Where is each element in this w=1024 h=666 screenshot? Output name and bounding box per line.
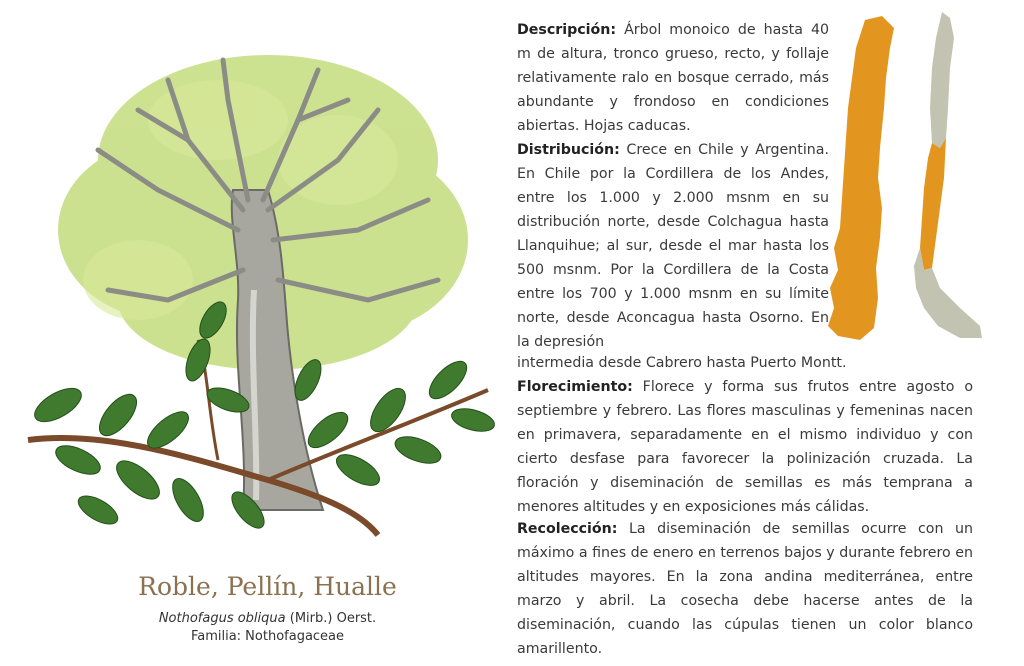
distribution-paragraph bbox=[517, 138, 829, 354]
scientific-name-line bbox=[0, 611, 535, 626]
map-distribution-highlight bbox=[828, 16, 894, 340]
map-highlight-zone bbox=[920, 138, 946, 270]
distribution-last-line: intermedia desde Cabrero hasta Puerto Montt. bbox=[517, 355, 847, 371]
chile-distribution-maps bbox=[820, 8, 990, 348]
family-line: Familia: Nothofagaceae bbox=[190, 629, 345, 644]
distribution-label: Distribución: bbox=[517, 142, 620, 158]
description-label: Descripción: bbox=[517, 22, 617, 38]
collection-paragraph bbox=[517, 517, 973, 661]
description-paragraph bbox=[517, 18, 829, 138]
flowering-paragraph bbox=[517, 375, 973, 519]
flowering-label: Florecimiento: bbox=[517, 379, 633, 395]
tree-illustration bbox=[18, 40, 508, 560]
common-name: Roble, Pellín, Hualle bbox=[138, 572, 397, 601]
collection-label: Recolección: bbox=[517, 521, 618, 537]
authority: (Mirb.) Oerst. bbox=[289, 611, 377, 626]
scientific-name: Nothofagus obliqua bbox=[158, 611, 286, 626]
collection-text: La diseminación de semillas ocurre con un máximo a fines de enero en terrenos bajos y durante febrero en altitudes mayores. En la zona andina mediterránea, entre marzo y abril. La cosecha debe hacerse antes de la diseminación, cuando las cúpulas tienen un color blanco amarillento. bbox=[517, 521, 973, 657]
flowering-text: Florece y forma sus frutos entre agosto o septiembre y febrero. Las flores masculinas y femeninas nacen en primavera, separadamente en el mismo individuo y con cierto desfase para favorecer la polinización cruzada. La floración y diseminación de semillas es más temprana a menores altitudes y en exposiciones más cálidas. bbox=[517, 379, 973, 515]
map-base bbox=[930, 12, 954, 148]
description-text: Árbol monoico de hasta 40 m de altura, tronco grueso, recto, y follaje relativamente ralo en bosque cerrado, más abundante y frondoso en condiciones abiertas. Hojas caducas. bbox=[517, 22, 830, 134]
distribution-text: Crece en Chile y Argentina. En Chile por la Cordillera de los Andes, entre los 1.000 y 2.000 msnm en su distribución norte, desde Colchagua hasta Llanquihue; al sur, desde el mar hasta los 500 msnm. Por la Cordillera de la Costa entre los 700 y 1.000 msnm en su límite norte, desde Aconcagua hasta Osorno. En la depresión bbox=[517, 142, 829, 350]
